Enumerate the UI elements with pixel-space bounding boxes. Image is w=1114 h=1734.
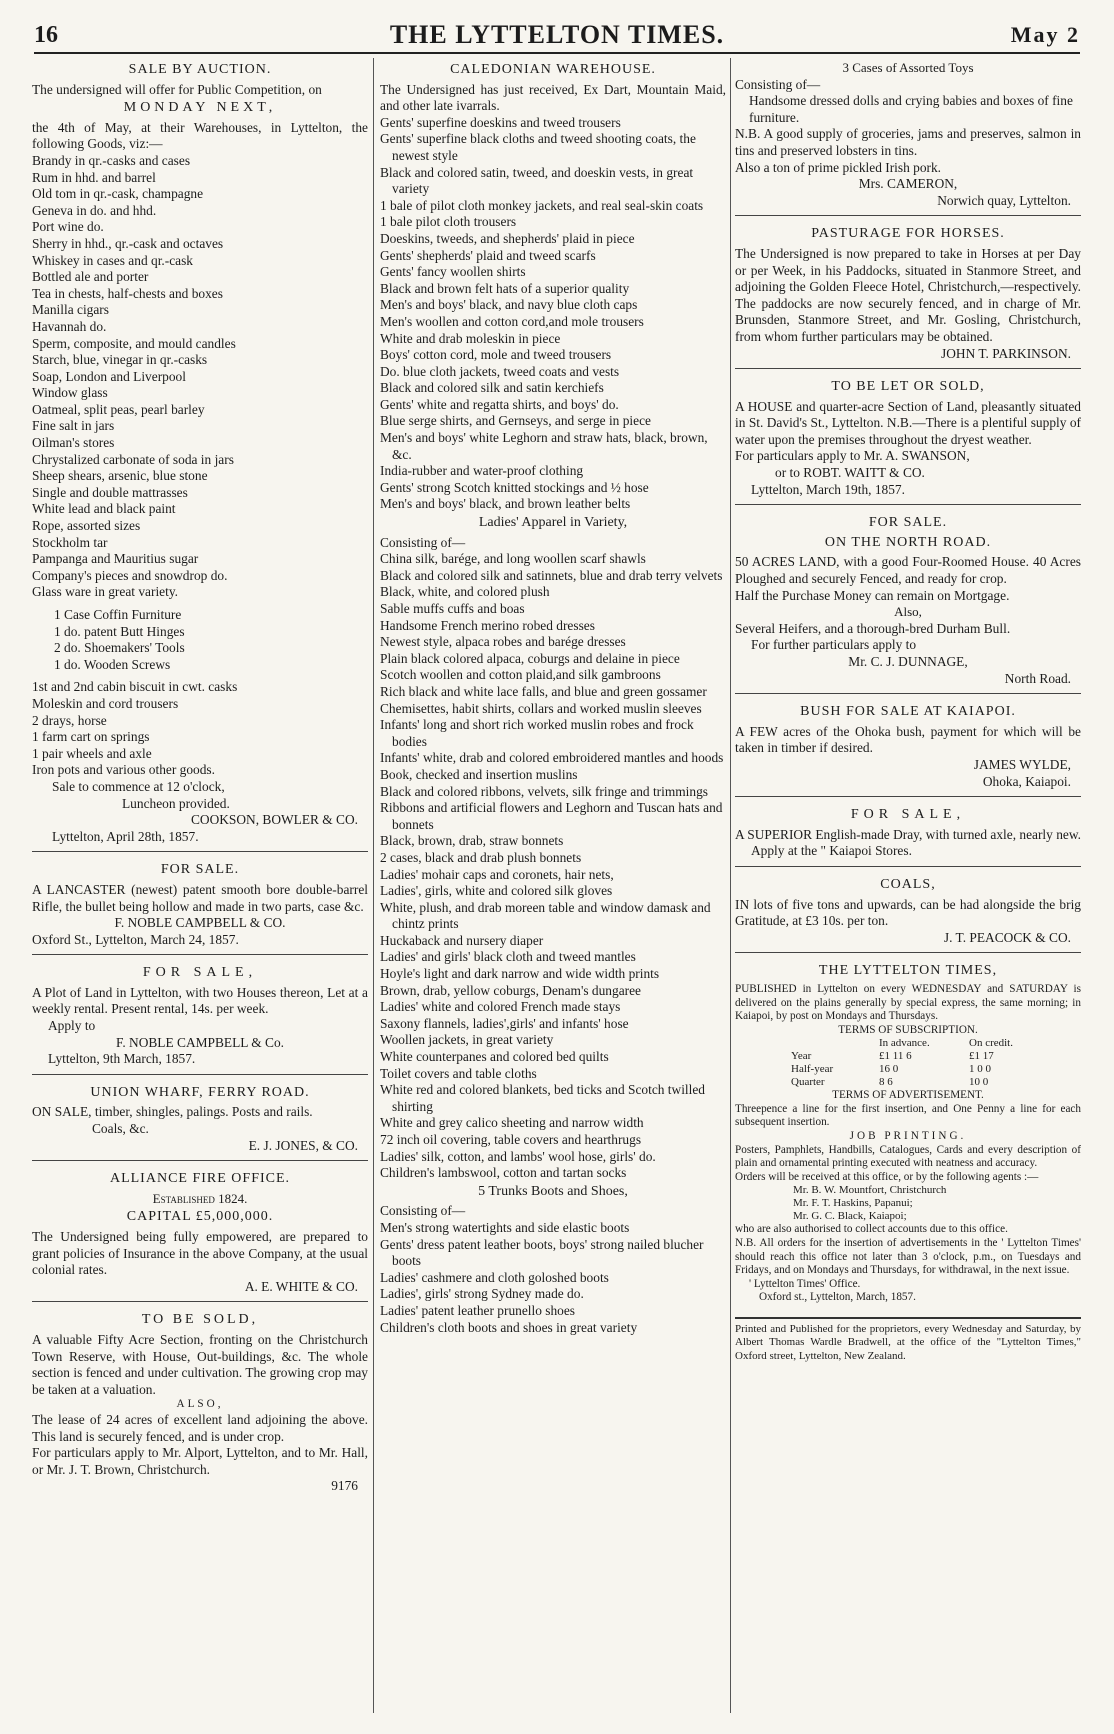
let-apply: For particulars apply to Mr. A. SWANSON, [735, 448, 970, 464]
dray-heading: FOR SALE, [850, 807, 966, 823]
bush-text: A FEW acres of the Ohoka bush, payment for which will be taken in timber if desired. [735, 723, 1081, 756]
ladies-item: Black and colored silk and satinnets, blue and drab terry velvets [380, 567, 723, 583]
alliance-ad [32, 1167, 368, 1302]
ladies-item: White red and colored blankets, bed ticks and Scotch twilled shirting [380, 1082, 705, 1114]
rifle-dateline: Oxford St., Lyttelton, March 24, 1857. [32, 931, 239, 947]
land-heading: FOR SALE, [142, 965, 258, 981]
boots-consisting: Consisting of— [380, 1203, 466, 1219]
sold-text: A valuable Fifty Acre Section, fronting on the Christchurch Town Reserve, with House, Out-buildings, &c. The whole section is fenced and under cultivation. The growing crop may be taken at a valuation. [32, 1331, 368, 1397]
auction-item: 1 pair wheels and axle [32, 745, 152, 761]
north-heifers: Several Heifers, and a thorough-bred Durham Bull. [735, 620, 1011, 636]
auction-item-list-2 [54, 607, 368, 673]
page-number: 16 [34, 22, 58, 48]
times-dateline: Oxford st., Lyttelton, March, 1857. [759, 1291, 916, 1304]
auction-note-1: Sale to commence at 12 o'clock, [52, 778, 225, 794]
caledonian-item: Black and brown felt hats of a superior quality [380, 280, 630, 296]
let-heading: TO BE LET OR SOLD, [831, 379, 985, 395]
auction-item: Old tom in qr.-cask, champagne [32, 186, 204, 202]
land-dateline: Lyttelton, 9th March, 1857. [48, 1051, 196, 1067]
let-text: A HOUSE and quarter-acre Section of Land, pleasantly situated in St. David's St., Lyttelton. N.B.—There is a plentiful supply of water upon the premises throughout the dryest weather. [735, 398, 1081, 447]
pasturage-heading: PASTURAGE FOR HORSES. [811, 226, 1005, 242]
boots-item-list [380, 1220, 726, 1336]
ladies-item: White, plush, and drab moreen table and window damask and chintz prints [380, 899, 711, 932]
subscription-cell: Year [791, 1050, 812, 1063]
ladies-item: Scotch woollen and cotton plaid,and silk gambroons [380, 667, 661, 683]
north-also: Also, [894, 604, 922, 620]
ladies-item: White and grey calico sheeting and narrow width [380, 1115, 644, 1131]
caledonian-item: Men's and boys' white Leghorn and straw hats, black, brown, &c. [380, 430, 708, 462]
issue-date: May 2 [1010, 22, 1080, 47]
north-road-ad [735, 511, 1081, 694]
caledonian-item: Men's and boys' black, and navy blue cloth caps [380, 297, 638, 313]
auction-item: Iron pots and various other goods. [32, 762, 215, 778]
ladies-item: Rich black and white lace falls, and blue and green gossamer [380, 683, 707, 699]
wharf-coals: Coals, &c. [92, 1121, 149, 1137]
auction-item: 1st and 2nd cabin biscuit in cwt. casks [32, 679, 238, 695]
caledonian-item: Do. blue cloth jackets, tweed coats and vests [380, 363, 620, 379]
wharf-ad [32, 1081, 368, 1161]
alliance-established: Established 1824. [152, 1190, 248, 1206]
ladies-item: Black and colored ribbons, velvets, silk fringe and trimmings [380, 783, 709, 799]
land-text: A Plot of Land in Lyttelton, with two Houses thereon, Let at a weekly rental. Present rental, 14s. per week. [32, 984, 368, 1017]
pasturage-ad [735, 222, 1081, 369]
times-nb: N.B. All orders for the insertion of advertisements in the ' Lyttelton Times' should reach this office not later than 3 o'clock, p.m., on Tuesdays and Fridays, and on Mondays and Thursdays, for withdrawal, in the next issue. [735, 1237, 1081, 1277]
rifle-signature: F. NOBLE CAMPBELL & CO. [114, 915, 286, 931]
auction-item: Havannah do. [32, 318, 107, 334]
wharf-signature: E. J. JONES, & CO. [248, 1137, 358, 1153]
ladies-consisting: Consisting of— [380, 534, 466, 550]
rifle-heading: FOR SALE. [160, 862, 240, 878]
agent-entry: Mr. B. W. Mountfort, Christchurch [793, 1184, 947, 1197]
auction-item: Starch, blue, vinegar in qr.-casks [32, 352, 208, 368]
column-1 [32, 58, 368, 1718]
agent-entry: Mr. F. T. Haskins, Papanui; [793, 1197, 913, 1210]
ladies-item: Ladies' mohair caps and coronets, hair nets, [380, 866, 614, 882]
north-text: 50 ACRES LAND, with a good Four-Roomed House. 40 Acres Ploughed and securely Fenced, and ready for crop. [735, 554, 1081, 587]
job-text: Posters, Pamphlets, Handbills, Catalogues, Cards and every description of plain and ornamental printing executed with neatness and accuracy. [735, 1143, 1081, 1170]
adv-heading: TERMS OF ADVERTISEMENT. [832, 1089, 984, 1102]
ladies-item: Brown, drab, yellow coburgs, Denam's dungaree [380, 982, 641, 998]
north-place: North Road. [1004, 670, 1071, 686]
alliance-text: The Undersigned being fully empowered, are prepared to grant policies of Insurance in the above Company, at the usual colonial rates. [32, 1229, 368, 1278]
auction-item: Rum in hhd. and barrel [32, 169, 156, 185]
ladies-heading: Ladies' Apparel in Variety, [478, 515, 628, 531]
subs-heading: TERMS OF SUBSCRIPTION. [838, 1023, 978, 1036]
caledonian-item: Gents' fancy woollen shirts [380, 264, 526, 280]
pasturage-text: The Undersigned is now prepared to take in Horses at per Day or per Week, in his Paddocks, situated in Stanmore Street, and adjoining the Golden Fleece Hotel, Christchurch,—respectively. The paddocks are now securely fenced, and in charge of Mr. Brunsden, Stanmore Street, and Mr. Gosling, Christchurch, from whom further particulars may be obtained. [735, 245, 1081, 344]
bush-ad [735, 700, 1081, 797]
coals-ad [735, 873, 1081, 953]
caledonian-intro: The Undersigned has just received, Ex Dart, Mountain Maid, and other late ivarrals. [380, 81, 726, 114]
auction-day: MONDAY NEXT, [123, 100, 277, 116]
ladies-item: Ladies' and girls' black cloth and tweed mantles [380, 949, 636, 965]
auction-ad [32, 58, 368, 852]
auction-item: Tea in chests, half-chests and boxes [32, 285, 223, 301]
ladies-item: Black, white, and colored plush [380, 584, 550, 600]
north-subheading: ON THE NORTH ROAD. [824, 534, 992, 550]
sold-apply: For particulars apply to Mr. Alport, Lyttelton, and to Mr. Hall, or Mr. J. T. Brown, Christchurch. [32, 1445, 368, 1477]
agents-note: who are also authorised to collect accounts due to this office. [735, 1223, 1008, 1236]
north-heading: FOR SALE. [868, 515, 948, 531]
ladies-item: Ladies' white and colored French made stays [380, 999, 621, 1015]
auction-item: Whiskey in cases and qr.-cask [32, 252, 194, 268]
coals-text: IN lots of five tons and upwards, can be had alongside the brig Gratitude, at £3 10s. per ton. [735, 896, 1081, 929]
subscription-cell: 8 6 [879, 1076, 893, 1089]
subscription-table [791, 1037, 1081, 1089]
auction-item: Chrystalized carbonate of soda in jars [32, 451, 234, 467]
caledonian-item: Doeskins, tweeds, and shepherds' plaid in piece [380, 230, 635, 246]
subscription-cell: £1 17 [969, 1050, 994, 1063]
toys-ad [735, 58, 1081, 216]
caledonian-item: White and drab moleskin in piece [380, 330, 561, 346]
ladies-item: Newest style, alpaca robes and barége dresses [380, 634, 626, 650]
ladies-item: Saxony flannels, ladies',girls' and infants' hose [380, 1015, 629, 1031]
toys-line-3: Handsome dressed dolls and crying babies and boxes of fine furniture. [749, 93, 1073, 125]
ladies-item: Ribbons and artificial flowers and Leghorn and Tuscan hats and bonnets [380, 800, 723, 832]
auction-item: Single and double mattrasses [32, 484, 188, 500]
auction-item: Soap, London and Liverpool [32, 368, 186, 384]
auction-item-list [32, 153, 368, 601]
caledonian-item: Gents' strong Scotch knitted stockings and ½ hose [380, 479, 649, 495]
caledonian-item: Blue serge shirts, and Gernseys, and serge in piece [380, 413, 651, 429]
caledonian-ad [380, 58, 726, 1342]
auction-item: Port wine do. [32, 219, 104, 235]
auction-item: Oatmeal, split peas, pearl barley [32, 401, 205, 417]
masthead [34, 18, 1080, 54]
dray-apply: Apply at the " Kaiapoi Stores. [751, 843, 912, 859]
rifle-text: A LANCASTER (newest) patent smooth bore double-barrel Rifle, the bullet being hollow and made in two parts, case &c. [32, 881, 368, 914]
dray-text: A SUPERIOR English-made Dray, with turned axle, nearly new. [735, 826, 1081, 842]
boots-item: Ladies' cashmere and cloth goloshed boots [380, 1269, 609, 1285]
ladies-item: China silk, barége, and long woollen scarf shawls [380, 551, 646, 567]
caledonian-item: Men's woollen and cotton cord,and mole trousers [380, 313, 644, 329]
auction-item: 2 drays, horse [32, 712, 107, 728]
auction-item: Moleskin and cord trousers [32, 695, 179, 711]
auction-intro: The undersigned will offer for Public Competition, on [32, 81, 322, 97]
coals-signature: J. T. PEACOCK & CO. [943, 929, 1071, 945]
caledonian-item: 1 bale pilot cloth trousers [380, 214, 517, 230]
caledonian-item: Gents' white and regatta shirts, and boys' do. [380, 396, 619, 412]
subscription-cell: 16 0 [879, 1063, 899, 1076]
ladies-item: Sable muffs cuffs and boas [380, 601, 525, 616]
subscription-cell: Quarter [791, 1076, 825, 1089]
caledonian-heading: CALEDONIAN WAREHOUSE. [450, 62, 656, 77]
bush-signature: JAMES WYLDE, [973, 756, 1071, 772]
sold-lease: The lease of 24 acres of excellent land adjoining the above. This land is securely fenced, and is under crop. [32, 1411, 368, 1444]
auction-item: Stockholm tar [32, 534, 108, 550]
auction-item: White lead and black paint [32, 501, 176, 517]
north-half: Half the Purchase Money can remain on Mortgage. [735, 587, 1010, 603]
ladies-item: Infants' long and short rich worked muslin robes and frock bodies [380, 717, 694, 749]
auction-item: Window glass [32, 385, 108, 401]
auction-item: 1 Case Coffin Furniture [54, 607, 182, 622]
caledonian-item-list [380, 115, 726, 513]
auction-item: Geneva in do. and hhd. [32, 202, 157, 218]
auction-heading: SALE BY AUCTION. [128, 62, 272, 77]
boots-item: Men's strong watertights and side elastic boots [380, 1219, 630, 1235]
let-dateline: Lyttelton, March 19th, 1857. [751, 481, 905, 497]
auction-item: 1 do. patent Butt Hinges [54, 623, 185, 639]
newspaper-title: THE LYTTELTON TIMES. [389, 20, 725, 49]
toys-address: Norwich quay, Lyttelton. [937, 192, 1071, 208]
auction-note-2: Luncheon provided. [122, 795, 230, 811]
subscription-cell: 1 0 0 [969, 1063, 991, 1076]
caledonian-item: Gents' superfine black cloths and tweed shooting coats, the newest style [380, 131, 696, 163]
caledonian-item: Gents' superfine doeskins and tweed trousers [380, 114, 621, 130]
ladies-item: Hoyle's light and dark narrow and wide width prints [380, 966, 660, 982]
auction-item: Oilman's stores [32, 435, 115, 451]
auction-item: 2 do. Shoemakers' Tools [54, 640, 185, 656]
toys-signature: Mrs. CAMERON, [858, 176, 958, 192]
toys-line-1: 3 Cases of Assorted Toys [842, 60, 974, 75]
ladies-item: Plain black colored alpaca, coburgs and delaine in piece [380, 650, 680, 666]
bush-heading: BUSH FOR SALE AT KAIAPOI. [800, 704, 1016, 720]
ladies-item: 72 inch oil covering, table covers and hearthrugs [380, 1132, 642, 1147]
caledonian-item: Boys' cotton cord, mole and tweed trousers [380, 347, 612, 363]
ladies-item: Book, checked and insertion muslins [380, 766, 578, 782]
subscription-cell: On credit. [969, 1037, 1013, 1050]
agents-list [793, 1184, 1081, 1223]
auction-item: Brandy in qr.-casks and cases [32, 152, 191, 168]
agent-entry: Mr. G. C. Black, Kaiapoi; [793, 1210, 907, 1223]
sold-ad [32, 1308, 368, 1501]
times-heading: THE LYTTELTON TIMES, [818, 963, 998, 979]
column-2 [380, 58, 726, 1718]
auction-item: Pampanga and Mauritius sugar [32, 551, 199, 567]
sold-also: ALSO, [176, 1398, 224, 1411]
caledonian-item: Black and colored satin, tweed, and doeskin vests, in great variety [380, 164, 694, 197]
ladies-item-list [380, 551, 726, 1182]
ladies-item: Handsome French merino robed dresses [380, 617, 595, 633]
wharf-heading: UNION WHARF, FERRY ROAD. [90, 1084, 310, 1100]
let-ad [735, 375, 1081, 505]
boots-item: Children's cloth boots and shoes in great variety [380, 1319, 638, 1335]
alliance-heading: ALLIANCE FIRE OFFICE. [109, 1171, 291, 1187]
subscription-cell: £1 11 6 [879, 1050, 912, 1063]
column-3 [735, 58, 1081, 1718]
auction-signature: COOKSON, BOWLER & CO. [190, 812, 358, 828]
boots-item: Ladies', girls' strong Sydney made do. [380, 1286, 584, 1302]
auction-dateline: Lyttelton, April 28th, 1857. [52, 828, 199, 844]
caledonian-item: 1 bale of pilot cloth monkey jackets, and real seal-skin coats [380, 197, 704, 213]
subscription-cell: Half-year [791, 1063, 834, 1076]
auction-item: Sheep shears, arsenic, blue stone [32, 468, 208, 484]
boots-heading: 5 Trunks Boots and Shoes, [478, 1183, 628, 1199]
alliance-signature: A. E. WHITE & CO. [244, 1278, 358, 1294]
caledonian-item: India-rubber and water-proof clothing [380, 463, 584, 479]
ladies-item: Ladies', girls, white and colored silk gloves [380, 883, 613, 899]
caledonian-item: Gents' shepherds' plaid and tweed scarfs [380, 247, 596, 263]
land-apply: Apply to [48, 1018, 96, 1034]
auction-item: Fine salt in jars [32, 418, 115, 434]
auction-item: 1 farm cart on springs [32, 729, 150, 745]
subscription-cell: In advance. [879, 1037, 930, 1050]
auction-item: Rope, assorted sizes [32, 518, 141, 534]
toys-nb: N.B. A good supply of groceries, jams and preserves, salmon in tins and preserved lobsters in tins. [735, 126, 1081, 158]
caledonian-item: Black and colored silk and satin kerchiefs [380, 380, 604, 396]
auction-item: Bottled ale and porter [32, 269, 149, 285]
adv-text: Threepence a line for the first insertion, and One Penny a line for each subsequent insertion. [735, 1102, 1081, 1129]
job-heading: JOB PRINTING. [849, 1130, 967, 1143]
toys-also: Also a ton of prime pickled Irish pork. [735, 159, 942, 175]
ladies-item: Huckaback and nursery diaper [380, 932, 544, 948]
dray-ad [735, 803, 1081, 867]
coals-heading: COALS, [880, 876, 936, 892]
ladies-item: Ladies' silk, cotton, and lambs' wool hose, girls' do. [380, 1148, 656, 1164]
auction-item: Manilla cigars [32, 302, 109, 318]
bush-place: Ohoka, Kaiapoi. [982, 773, 1071, 789]
alliance-capital: CAPITAL £5,000,000. [126, 1209, 274, 1225]
ladies-item: Woollen jackets, in great variety [380, 1032, 554, 1048]
caledonian-item: Men's and boys' black, and brown leather belts [380, 496, 631, 512]
imprint-footer: Printed and Published for the proprietors, every Wednesday and Saturday, by Albert Thomas Wardle Bradwell, at the office of the "Lyttelton Times," Oxford street, Lyttelton, New Zealand. [735, 1317, 1081, 1363]
land-ad [32, 961, 368, 1075]
north-apply: For further particulars apply to [751, 637, 917, 653]
ladies-item: Infants' white, drab and colored embroidered mantles and hoods [380, 750, 724, 766]
times-office: ' Lyttelton Times' Office. [749, 1277, 861, 1290]
subscription-cell [791, 1037, 879, 1050]
ladies-item: Children's lambswool, cotton and tartan socks [380, 1165, 627, 1181]
column-rule-2 [730, 58, 731, 1713]
toys-line-2: Consisting of— [735, 76, 821, 92]
auction-item: Sherry in hhd., qr.-cask and octaves [32, 235, 224, 251]
let-or: or to ROBT. WAITT & CO. [775, 465, 925, 481]
land-signature: F. NOBLE CAMPBELL & Co. [115, 1034, 285, 1050]
sold-number: 9176 [331, 1478, 358, 1494]
auction-item-list-3 [32, 679, 368, 779]
ladies-item: White counterpanes and colored bed quilts [380, 1049, 609, 1065]
auction-item: Company's pieces and snowdrop do. [32, 567, 228, 583]
auction-item: 1 do. Wooden Screws [54, 656, 171, 672]
ladies-item: Chemisettes, habit shirts, collars and worked muslin sleeves [380, 700, 702, 716]
subscription-cell: 10 0 [969, 1076, 989, 1089]
boots-item: Ladies' patent leather prunello shoes [380, 1302, 576, 1318]
auction-item: Sperm, composite, and mould candles [32, 335, 236, 351]
sold-heading: TO BE SOLD, [141, 1312, 259, 1328]
wharf-text: ON SALE, timber, shingles, palings. Posts and rails. [32, 1104, 313, 1120]
auction-item: Glass ware in great variety. [32, 584, 178, 600]
times-text: PUBLISHED in Lyttelton on every WEDNESDAY and SATURDAY is delivered on the plains generally by special express, the same morning; in Kaiapoi, by post on Mondays and Thursdays. [735, 982, 1081, 1023]
ladies-item: 2 cases, black and drab plush bonnets [380, 849, 582, 865]
rifle-ad [32, 858, 368, 955]
ladies-item: Black, brown, drab, straw bonnets [380, 833, 564, 849]
north-name: Mr. C. J. DUNNAGE, [848, 654, 968, 669]
times-notice [735, 959, 1081, 1311]
auction-after: the 4th of May, at their Warehouses, in Lyttelton, the following Goods, viz:— [32, 119, 368, 152]
pasturage-signature: JOHN T. PARKINSON. [941, 345, 1071, 361]
column-rule-1 [373, 58, 374, 1713]
ladies-item: Toilet covers and table cloths [380, 1065, 537, 1081]
orders-text: Orders will be received at this office, or by the following agents :— [735, 1170, 1039, 1183]
boots-item: Gents' dress patent leather boots, boys' strong nailed blucher boots [380, 1236, 704, 1269]
